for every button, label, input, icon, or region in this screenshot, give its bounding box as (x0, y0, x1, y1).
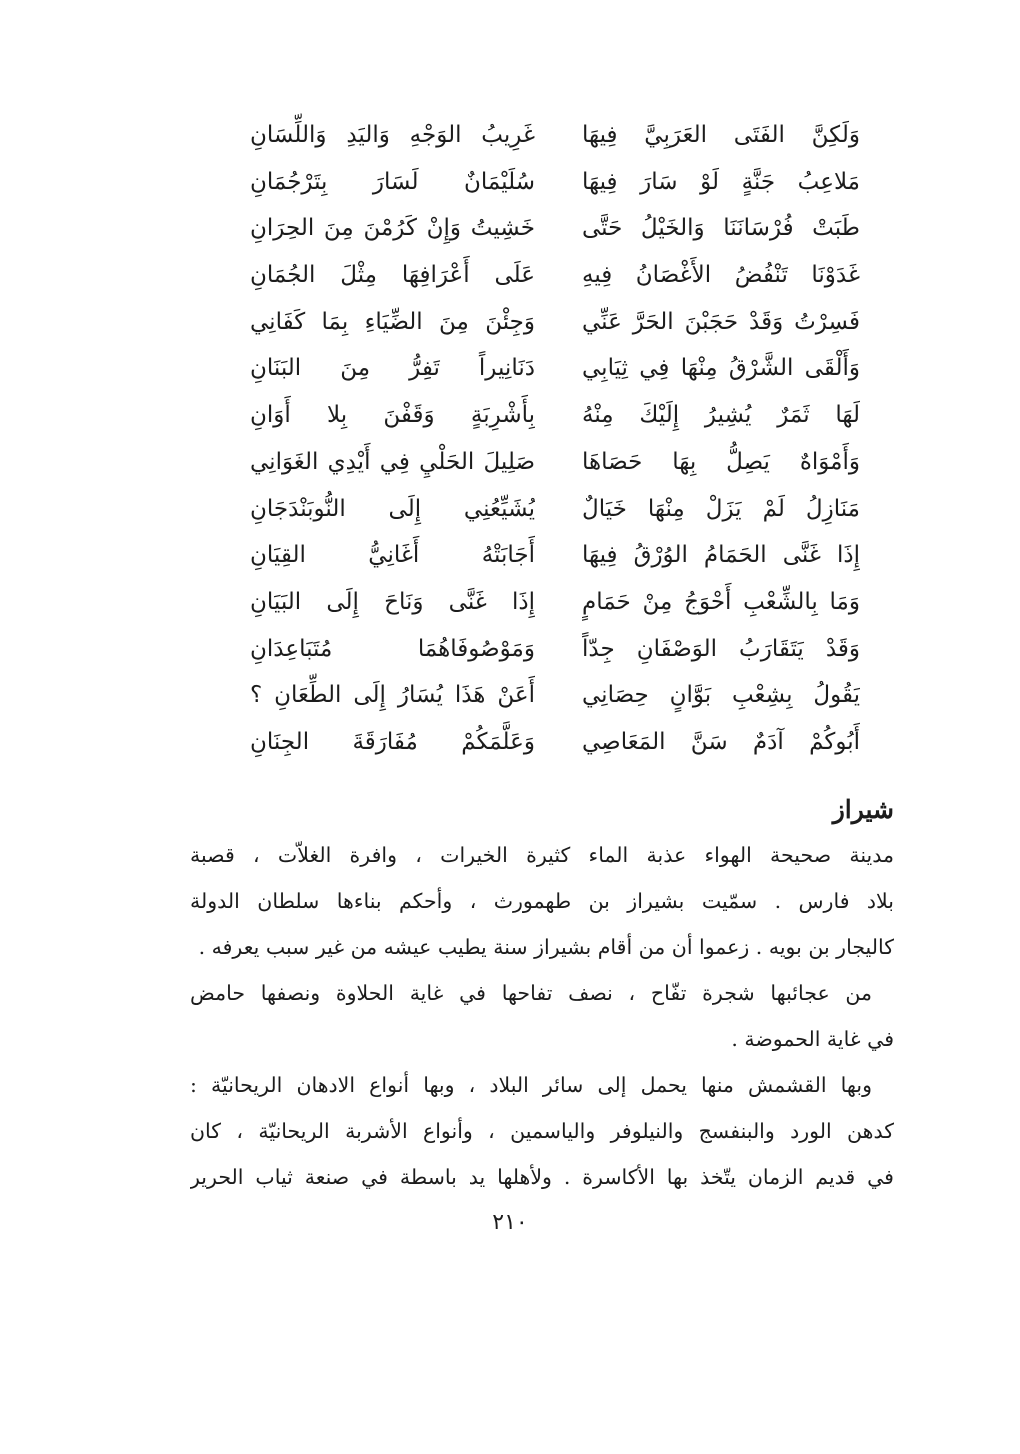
paragraph-line: بلاد فارس . سمّيت بشيراز بن طهمورث ، وأحكم بناءها سلطان الدولة (190, 889, 894, 913)
verse-first-hemistich: مَلاعِبُ جَنَّةٍ لَوْ سَارَ فِيهَا (582, 168, 860, 195)
section-heading: شيراز (832, 795, 894, 824)
paragraph-line: كدهن الورد والبنفسج والنيلوفر والياسمين ، وأنواع الأشربة الريحانيّة ، كان (190, 1119, 894, 1143)
poem-verse (250, 439, 860, 486)
poem-block (250, 112, 860, 766)
verse-second-hemistich: أَعَنْ هَذَا يُسَارُ إِلَى الطِّعَانِ ؟ (250, 682, 535, 709)
verse-first-hemistich: وَأَلْقَى الشَّرْقُ مِنْهَا فِي ثِيَابِي (582, 355, 860, 382)
paragraph-line: مدينة صحيحة الهواء عذبة الماء كثيرة الخيرات ، وافرة الغلاّت ، قصبة (190, 843, 894, 867)
verse-second-hemistich: أَجَابَتْهُ أَغَانِيُّ القِيَانِ (250, 542, 535, 569)
poem-verse (250, 486, 860, 533)
paragraph-line: في قديم الزمان يتّخذ بها الأكاسرة . ولأهلها يد باسطة في صنعة ثياب الحرير (190, 1165, 894, 1189)
verse-second-hemistich: دَنَانِيراً تَفِرُّ مِنَ البَنَانِ (250, 355, 535, 382)
verse-first-hemistich: مَنَازِلُ لَمْ يَزَلْ مِنْهَا خَيَالٌ (582, 495, 860, 522)
verse-first-hemistich: أَبُوكُمْ آدَمٌ سَنَّ المَعَاصِي (582, 728, 860, 755)
paragraph-line: وبها القشمش منها يحمل إلى سائر البلاد ، وبها أنواع الادهان الريحانيّة : (190, 1073, 872, 1097)
poem-verse (250, 532, 860, 579)
poem-verse (250, 719, 860, 766)
poem-verse (250, 159, 860, 206)
verse-first-hemistich: يَقُولُ بِشِعْبِ بَوَّانٍ حِصَانِي (582, 682, 860, 709)
poem-verse (250, 626, 860, 673)
poem-verse (250, 345, 860, 392)
poem-verse (250, 672, 860, 719)
verse-second-hemistich: وَعَلَّمَكُمْ مُفَارَقَةَ الجِنَانِ (250, 728, 535, 755)
verse-first-hemistich: وَأَمْوَاهٌ يَصِلُّ بِهَا حَصَاهَا (582, 448, 860, 475)
verse-first-hemistich: لَهَا ثَمَرٌ يُشِيرُ إِلَيْكَ مِنْهُ (582, 402, 860, 429)
paragraph-line: في غاية الحموضة . (731, 1027, 894, 1051)
verse-first-hemistich: طَبَتْ فُرْسَانَنَا وَالخَيْلُ حَتَّى (582, 215, 860, 242)
poem-verse (250, 579, 860, 626)
poem-verse (250, 392, 860, 439)
verse-second-hemistich: خَشِيتُ وَإِنْ كَرُمْنَ مِنَ الحِرَانِ (250, 215, 535, 242)
verse-second-hemistich: بِأَشْرِبَةٍ وَقَفْنَ بِلا أَوَانِ (250, 402, 535, 429)
verse-first-hemistich: وَلَكِنَّ الفَتَى العَرَبِيَّ فِيهَا (582, 122, 860, 148)
poem-verse (250, 112, 860, 159)
verse-first-hemistich: فَسِرْتُ وَقَدْ حَجَبْنَ الحَرَّ عَنِّي (582, 308, 860, 335)
verse-second-hemistich: يُشَيِّعُنِي إِلَى النُّوبَنْدَجَانِ (250, 495, 535, 522)
verse-first-hemistich: وَقَدْ يَتَقَارَبُ الوَصْفَانِ جِدّاً (582, 635, 860, 662)
poem-verse (250, 205, 860, 252)
paragraph-line: كاليجار بن بويه . زعموا أن من أقام بشيراز سنة يطيب عيشه من غير سبب يعرفه . (198, 935, 894, 959)
poem-verse (250, 299, 860, 346)
verse-second-hemistich: وَجِئْنَ مِنَ الضِّيَاءِ بِمَا كَفَانِي (250, 308, 535, 335)
verse-second-hemistich: صَلِيلَ الحَلْيِ فِي أَيْدِي الغَوَانِي (250, 448, 535, 475)
verse-second-hemistich: وَمَوْصُوفَاهُمَا مُتَبَاعِدَانِ (250, 635, 535, 662)
verse-second-hemistich: إِذَا غَنَّى وَنَاحَ إِلَى البَيَانِ (250, 588, 535, 615)
verse-first-hemistich: غَدَوْنَا تَنْفُضُ الأَغْصَانُ فِيهِ (582, 262, 860, 289)
verse-second-hemistich: سُلَيْمَانٌ لَسَارَ بِتَرْجُمَانِ (250, 168, 535, 195)
verse-first-hemistich: إِذَا غَنَّى الحَمَامُ الوُرْقُ فِيهَا (582, 542, 860, 569)
verse-second-hemistich: غَرِيبُ الوَجْهِ وَاليَدِ وَاللِّسَانِ (250, 122, 535, 148)
page-number: ٢١٠ (492, 1210, 528, 1235)
verse-second-hemistich: عَلَى أَعْرَافِهَا مِثْلَ الجُمَانِ (250, 262, 535, 289)
section-body (190, 832, 894, 1200)
poem-verse (250, 252, 860, 299)
paragraph-line: من عجائبها شجرة تفّاح ، نصف تفاحها في غاية الحلاوة ونصفها حامض (190, 981, 872, 1005)
verse-first-hemistich: وَمَا بِالشِّعْبِ أَحْوَجُ مِنْ حَمَامٍ (582, 588, 860, 615)
